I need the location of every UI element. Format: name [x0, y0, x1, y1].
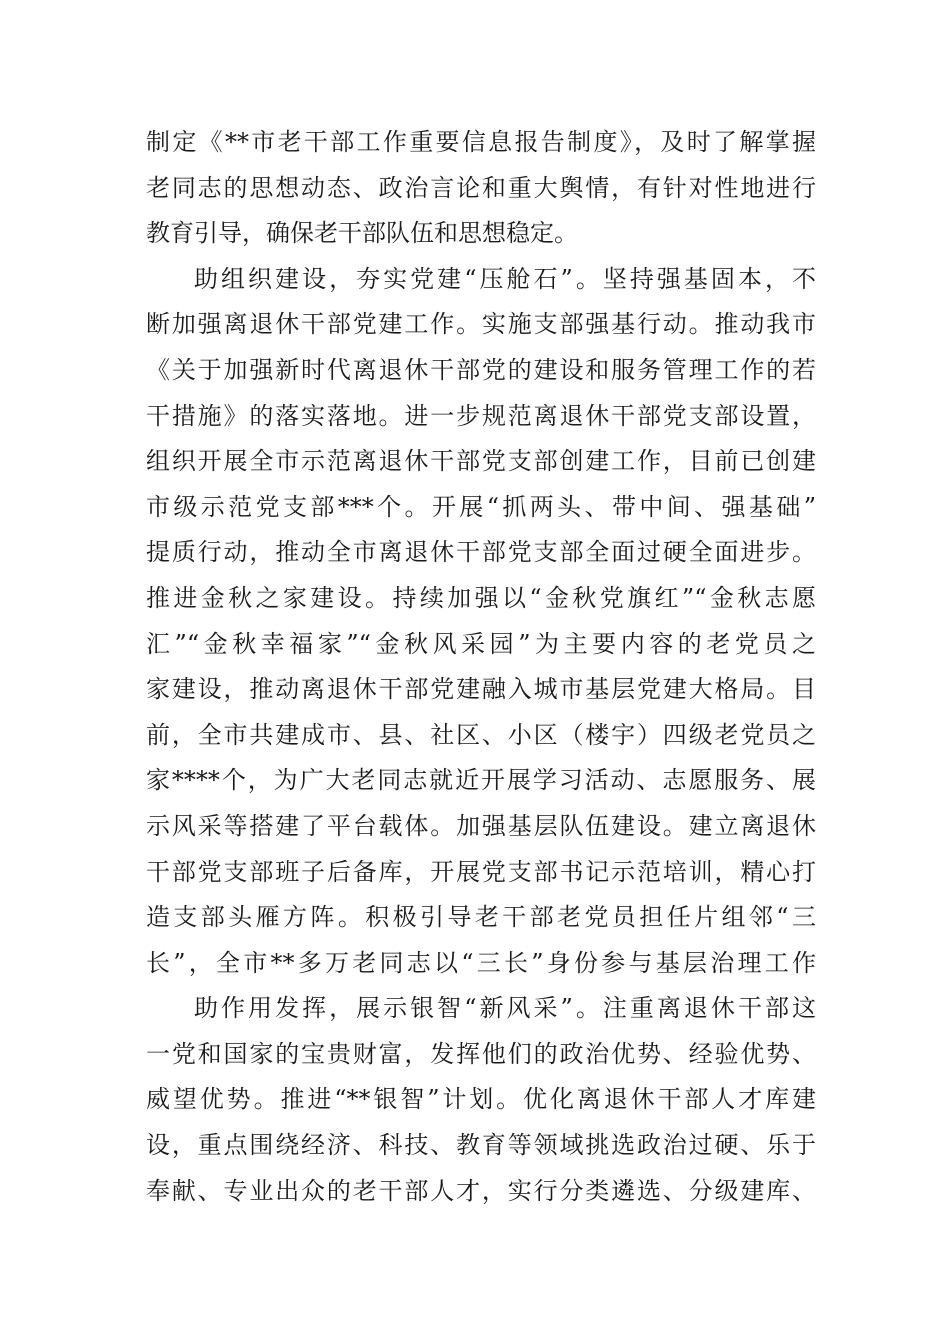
text-line: 《关于加强新时代离退休干部党的建设和服务管理工作的若 — [146, 355, 816, 384]
document-body — [146, 120, 816, 1214]
text-line: 市级示范党支部***个。开展“抓两头、带中间、强基础” — [146, 492, 816, 521]
paragraph-heading-line: 助作用发挥，展示银智“新风采”。注重离退休干部这 — [194, 994, 816, 1023]
text-line: 干措施》的落实落地。进一步规范离退休干部党支部设置， — [146, 401, 816, 430]
text-line: 汇”“金秋幸福家”“金秋风采园”为主要内容的老党员之 — [146, 629, 816, 658]
text-line: 干部党支部班子后备库，开展党支部书记示范培训，精心打 — [146, 857, 816, 886]
text-line: 制定《**市老干部工作重要信息报告制度》，及时了解掌握 — [146, 128, 816, 156]
text-line: 断加强离退休干部党建工作。实施支部强基行动。推动我市 — [146, 310, 816, 339]
text-line: 奉献、专业出众的老干部人才，实行分类遴选、分级建库、 — [146, 1176, 816, 1205]
text-line: 家建设，推动离退休干部党建融入城市基层党建大格局。目 — [146, 675, 816, 704]
text-line: 一党和国家的宝贵财富，发挥他们的政治优势、经验优势、 — [146, 1039, 816, 1068]
text-line: 设，重点围绕经济、科技、教育等领域挑选政治过硬、乐于 — [146, 1131, 816, 1160]
text-line: 前，全市共建成市、县、社区、小区（楼宇）四级老党员之 — [146, 720, 816, 749]
text-line: 推进金秋之家建设。持续加强以“金秋党旗红”“金秋志愿 — [146, 583, 816, 612]
text-line: 长”，全市**多万老同志以“三长”身份参与基层治理工作 — [146, 948, 816, 977]
text-line: 家****个，为广大老同志就近开展学习活动、志愿服务、展 — [146, 766, 816, 795]
text-line: 威望优势。推进“**银智”计划。优化离退休干部人才库建 — [146, 1085, 816, 1114]
paragraph-heading-line: 助组织建设，夯实党建“压舱石”。坚持强基固本，不 — [194, 264, 816, 293]
text-line: 组织开展全市示范离退休干部党支部创建工作，目前已创建 — [146, 447, 816, 476]
text-line: 老同志的思想动态、政治言论和重大舆情，有针对性地进行 — [146, 173, 816, 202]
text-line: 教育引导，确保老干部队伍和思想稳定。 — [146, 219, 578, 248]
text-line: 造支部头雁方阵。积极引导老干部老党员担任片组邻“三 — [146, 903, 816, 932]
text-line: 提质行动，推动全市离退休干部党支部全面过硬全面进步。 — [146, 538, 816, 567]
text-line: 示风采等搭建了平台载体。加强基层队伍建设。建立离退休 — [146, 811, 816, 840]
